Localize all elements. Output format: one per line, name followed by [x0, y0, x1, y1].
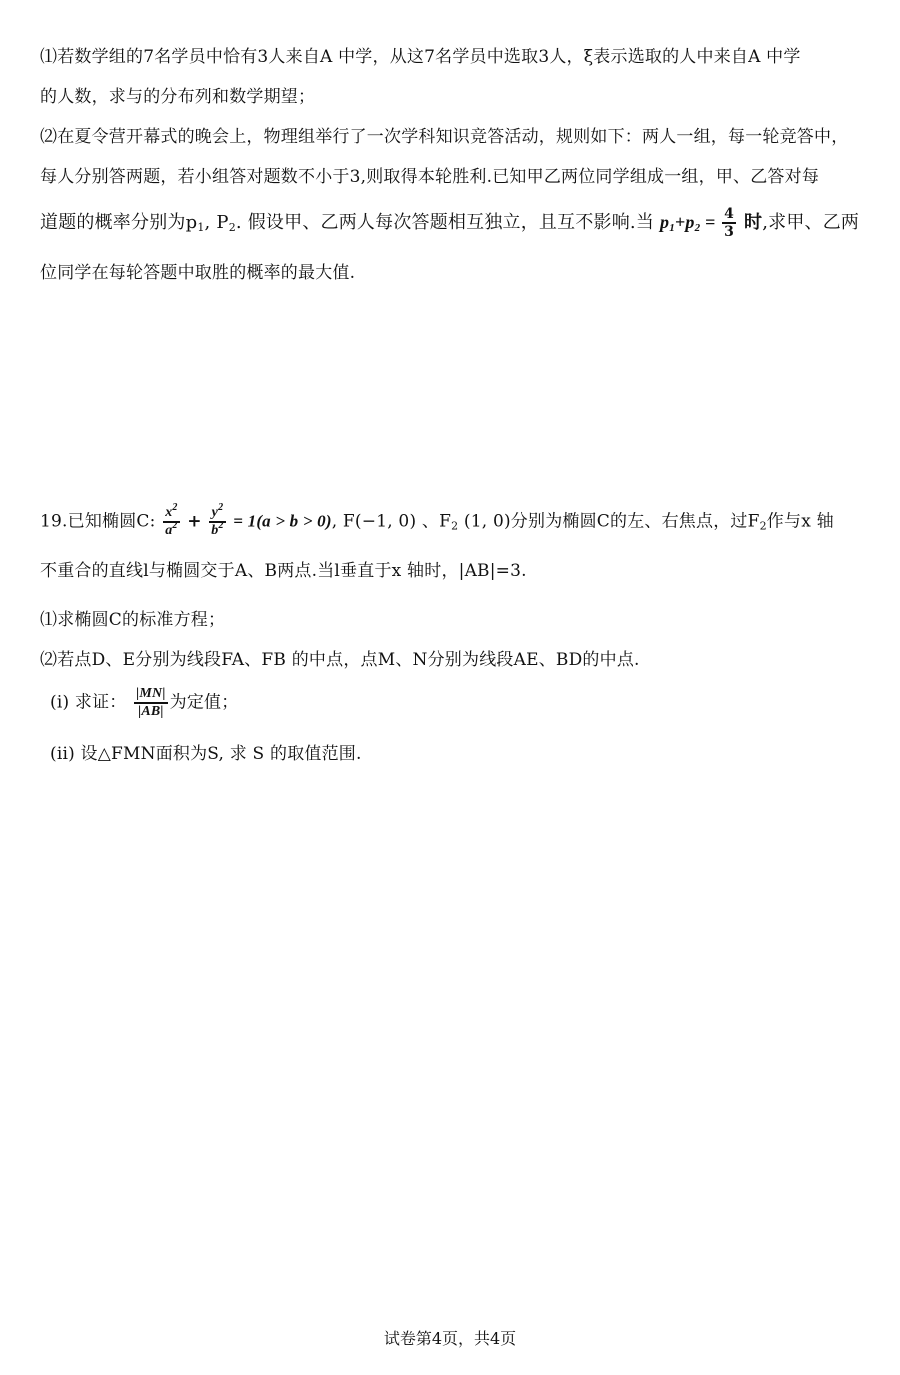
fraction-four-thirds: $\frac{4}{3}$ [724, 206, 735, 240]
q19-part2-sub-i: (i) 求证： $\frac{|MN|}{|AB|}$ 为定值； [50, 686, 239, 719]
q18-part1-line1: ⑴若数学组的7名学员中恰有3人来自A 中学，从这7名学员中选取3人，ξ表示选取的人中来自A 中学 [40, 47, 801, 67]
ratio-mn-ab: $\frac{|MN|}{|AB|}$ [136, 686, 166, 719]
q18-part2-line4: 位同学在每轮答题中取胜的概率的最大值. [40, 263, 356, 283]
q19-part2-sub-ii: (ii) 设△FMN面积为S, 求 S 的取值范围. [50, 744, 362, 764]
q19-stem-line2: 不重合的直线l与椭圆交于A、B两点.当l垂直于x 轴时，|AB|=3. [40, 561, 527, 581]
probability-condition: $p_1+p_2$ = [659, 211, 721, 234]
ellipse-x-term: $\frac{x^2}{a^2}$ [165, 502, 178, 538]
ellipse-y-term: $\frac{y^2}{b^2}$ [211, 502, 224, 538]
q18-part2-line1: ⑵在夏令营开幕式的晚会上，物理组举行了一次学科知识竞答活动，规则如下：两人一组，每一轮竞答中， [40, 127, 849, 147]
q18-part2-line2: 每人分别答两题，若小组答对题数不小于3,则取得本轮胜利.已知甲乙两位同学组成一组，甲、乙答对每 [40, 167, 820, 187]
q19-part2: ⑵若点D、E分别为线段FA、FB 的中点，点M、N分别为线段AE、BD的中点. [40, 650, 640, 670]
page-footer: 试卷第4页，共4页 [383, 1329, 517, 1348]
q19-stem-line1: 19.已知椭圆C: $\frac{x^2}{a^2}$ + $\frac{y^2}{b^2}$ = 1(a > b > 0), F(−1, 0) 、$F_2$ (1, 0)分别为椭圆C的左、右焦点，过$F_2$作与x 轴 [40, 502, 834, 538]
q18-part2-line3: 道题的概率分别为$p_1$, $P_2$. 假设甲、乙两人每次答题相互独立，且互不影响.当 $p_1+p_2$ = $\frac{4}{3}$ 时,求甲、乙两 [40, 206, 860, 240]
q19-part1: ⑴求椭圆C的标准方程； [40, 610, 226, 630]
q18-part1-line2: 的人数，求与的分布列和数学期望； [40, 87, 316, 107]
